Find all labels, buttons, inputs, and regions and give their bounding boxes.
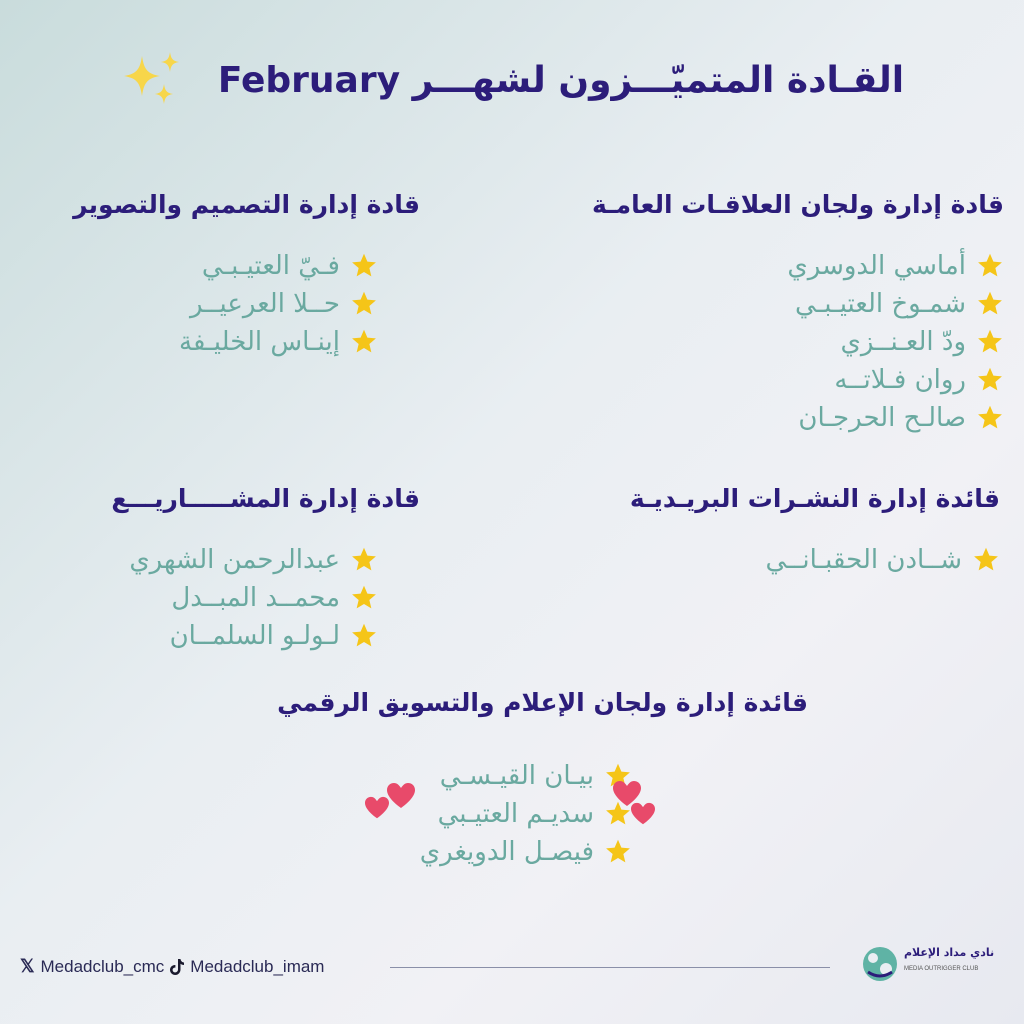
member-name: شمـوخ العتيـبـي	[794, 289, 966, 319]
list-item	[111, 541, 378, 579]
star-icon	[350, 252, 378, 280]
list-item	[592, 399, 1004, 437]
star-icon	[350, 584, 378, 612]
member-name: فيصـل الدويغري	[419, 837, 594, 867]
section-media	[277, 688, 808, 871]
star-icon	[972, 546, 1000, 574]
star-icon	[604, 838, 632, 866]
member-name: بيـان القيـسـي	[439, 761, 594, 791]
social-handles	[20, 956, 324, 977]
list-item	[73, 247, 378, 285]
section-newsletter	[630, 484, 1000, 579]
list-item	[111, 617, 378, 655]
star-icon	[350, 546, 378, 574]
member-name: فـيّ العتيـبـي	[201, 251, 340, 281]
member-name: محمــد المبــدل	[171, 583, 340, 613]
list-item	[630, 541, 1000, 579]
page-title: القـادة المتميّـــزون لشهـــر February	[217, 59, 905, 101]
sparkles-icon	[120, 50, 190, 110]
star-icon	[976, 290, 1004, 318]
member-name: سديـم العتيـبي	[437, 799, 594, 829]
heart-icon	[386, 782, 416, 810]
footer	[0, 946, 1024, 990]
list-item	[277, 833, 632, 871]
member-name: ودّ العـنــزي	[840, 327, 966, 357]
section-heading: قادة إدارة التصميم والتصوير	[73, 190, 420, 219]
star-icon	[976, 404, 1004, 432]
club-logo	[858, 942, 1018, 990]
heart-icon	[630, 802, 656, 826]
star-icon	[976, 328, 1004, 356]
list-item	[73, 285, 378, 323]
x-handle: Medadclub_cmc	[40, 956, 165, 976]
section-heading: قائدة إدارة النشـرات البريـديـة	[629, 484, 1000, 513]
member-name: إينـاس الخليـفة	[179, 327, 340, 357]
list-item	[592, 285, 1004, 323]
member-name: شــادن الحقبـانــي	[765, 545, 962, 575]
list-item	[592, 361, 1004, 399]
list-item	[277, 757, 632, 795]
member-name: صالـح الحرجـان	[798, 403, 966, 433]
star-icon	[350, 622, 378, 650]
list-item	[592, 323, 1004, 361]
tiktok-icon	[170, 959, 184, 975]
star-icon	[350, 328, 378, 356]
section-heading: قادة إدارة المشـــــاريـــع	[111, 484, 420, 513]
club-name-en: MEDIA OUTRIGGER CLUB	[904, 966, 979, 972]
star-icon	[976, 366, 1004, 394]
list-item	[277, 795, 632, 833]
member-name: حــلا العرعيــر	[189, 289, 340, 319]
footer-divider	[390, 967, 830, 968]
list-item	[592, 247, 1004, 285]
section-public-relations	[592, 190, 1004, 437]
member-name: روان فـلاتــه	[834, 365, 966, 395]
tiktok-handle: Medadclub_imam	[190, 956, 325, 976]
club-logo-icon	[860, 944, 900, 984]
list-item	[111, 579, 378, 617]
member-name: أماسي الدوسري	[787, 251, 966, 281]
club-name: نادي مداد الإعلام	[904, 946, 995, 959]
member-name: عبدالرحمن الشهري	[129, 545, 340, 575]
section-projects	[111, 484, 420, 655]
section-design	[73, 190, 420, 361]
section-heading: قائدة إدارة ولجان الإعلام والتسويق الرقمي	[277, 688, 808, 717]
title-bar	[0, 50, 1024, 110]
list-item	[73, 323, 378, 361]
star-icon	[976, 252, 1004, 280]
x-logo-icon: 𝕏	[20, 956, 35, 976]
section-heading: قادة إدارة ولجان العلاقـات العامـة	[591, 190, 1004, 219]
member-name: لـولـو السلمــان	[169, 621, 340, 651]
star-icon	[350, 290, 378, 318]
